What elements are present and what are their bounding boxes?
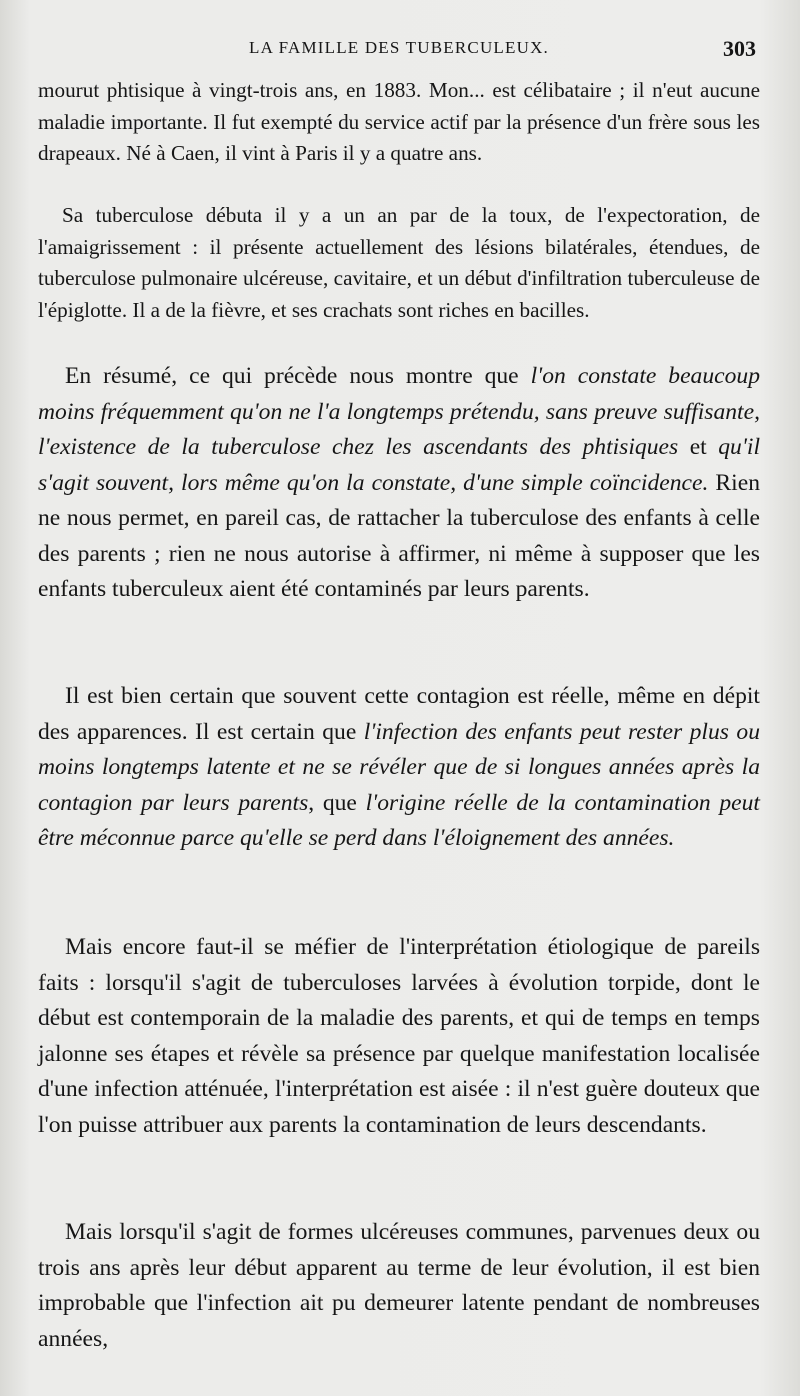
paragraph-summary <box>38 359 760 608</box>
summary-emphasis-2: qu'il s'agit souvent, lors même qu'on la constate, d'une simple coïncidence. <box>38 434 760 496</box>
summary-text-1: En résumé, ce qui précède nous montre que <box>65 363 531 389</box>
summary-text-3: Rien ne nous permet, en pareil cas, de rattacher la tuberculose des enfants à celle des parents ; rien ne nous autorise à affirmer, ni même à supposer que les enfants tuberculeux aient été contaminés par leurs parents. <box>38 469 760 602</box>
paragraph-contagion <box>38 679 760 857</box>
running-title: LA FAMILLE DES TUBERCULEUX. <box>249 38 549 57</box>
page-header <box>38 36 760 66</box>
summary-text-2: et <box>678 434 719 460</box>
page-number: 303 <box>723 36 756 61</box>
contagion-text-2: , que <box>308 789 366 816</box>
contagion-emphasis-1: l'infection des enfants peut rester plus ou moins longtemps latente et ne se révéler que de si longues années après la contagion par leurs parents <box>38 718 760 816</box>
contagion-emphasis-2: l'origine réelle de la contamination peut être méconnue parce qu'elle se perd dans l'éloignement des années. <box>38 789 760 851</box>
paragraph-case-tuberculosis: Sa tuberculose débuta il y a un an par de la toux, de l'expectoration, de l'amaigrissement : il présente actuellement des lésions bilatérales, étendues, de tuberculose pulmonaire ulcéreuse, cavitaire, et un début d'infiltration tuberculeuse de l'épiglotte. Il a de la fièvre, et ses crachats sont riches en bacilles. <box>38 203 760 322</box>
contagion-text-1: Il est bien certain que souvent cette contagion est réelle, même en dépit des apparences. Il est certain que <box>38 683 760 745</box>
paragraph-ulcerative-forms: Mais lorsqu'il s'agit de formes ulcéreuses communes, parvenues deux ou trois ans après leur début apparent au terme de leur évolution, il est bien improbable que l'infection ait pu demeurer latente pendant de nombreuses années, <box>38 1219 760 1352</box>
paragraph-case-history: mourut phtisique à vingt-trois ans, en 1883. Mon... est célibataire ; il n'eut aucune maladie importante. Il fut exempté du service actif par la présence d'un frère sous les drapeaux. Né à Caen, il vint à Paris il y a quatre ans. <box>38 78 760 165</box>
paragraph-interpretation: Mais encore faut-il se méfier de l'interprétation étiologique de pareils faits : lorsqu'il s'agit de tuberculoses larvées à évolution torpide, dont le début est contemporain de la maladie des parents, et qui de temps en temps jalonne ses étapes et révèle sa présence par quelque manifestation localisée d'une infection atténuée, l'interprétation est aisée : il n'est guère douteux que l'on puisse attribuer aux parents la contamination de leurs descendants. <box>38 934 760 1138</box>
summary-emphasis-1: l'on constate beaucoup moins fréquemment qu'on ne l'a longtemps prétendu, sans preuve suffisante, l'existence de la tuberculose chez les ascendants des phtisiques <box>38 363 761 460</box>
